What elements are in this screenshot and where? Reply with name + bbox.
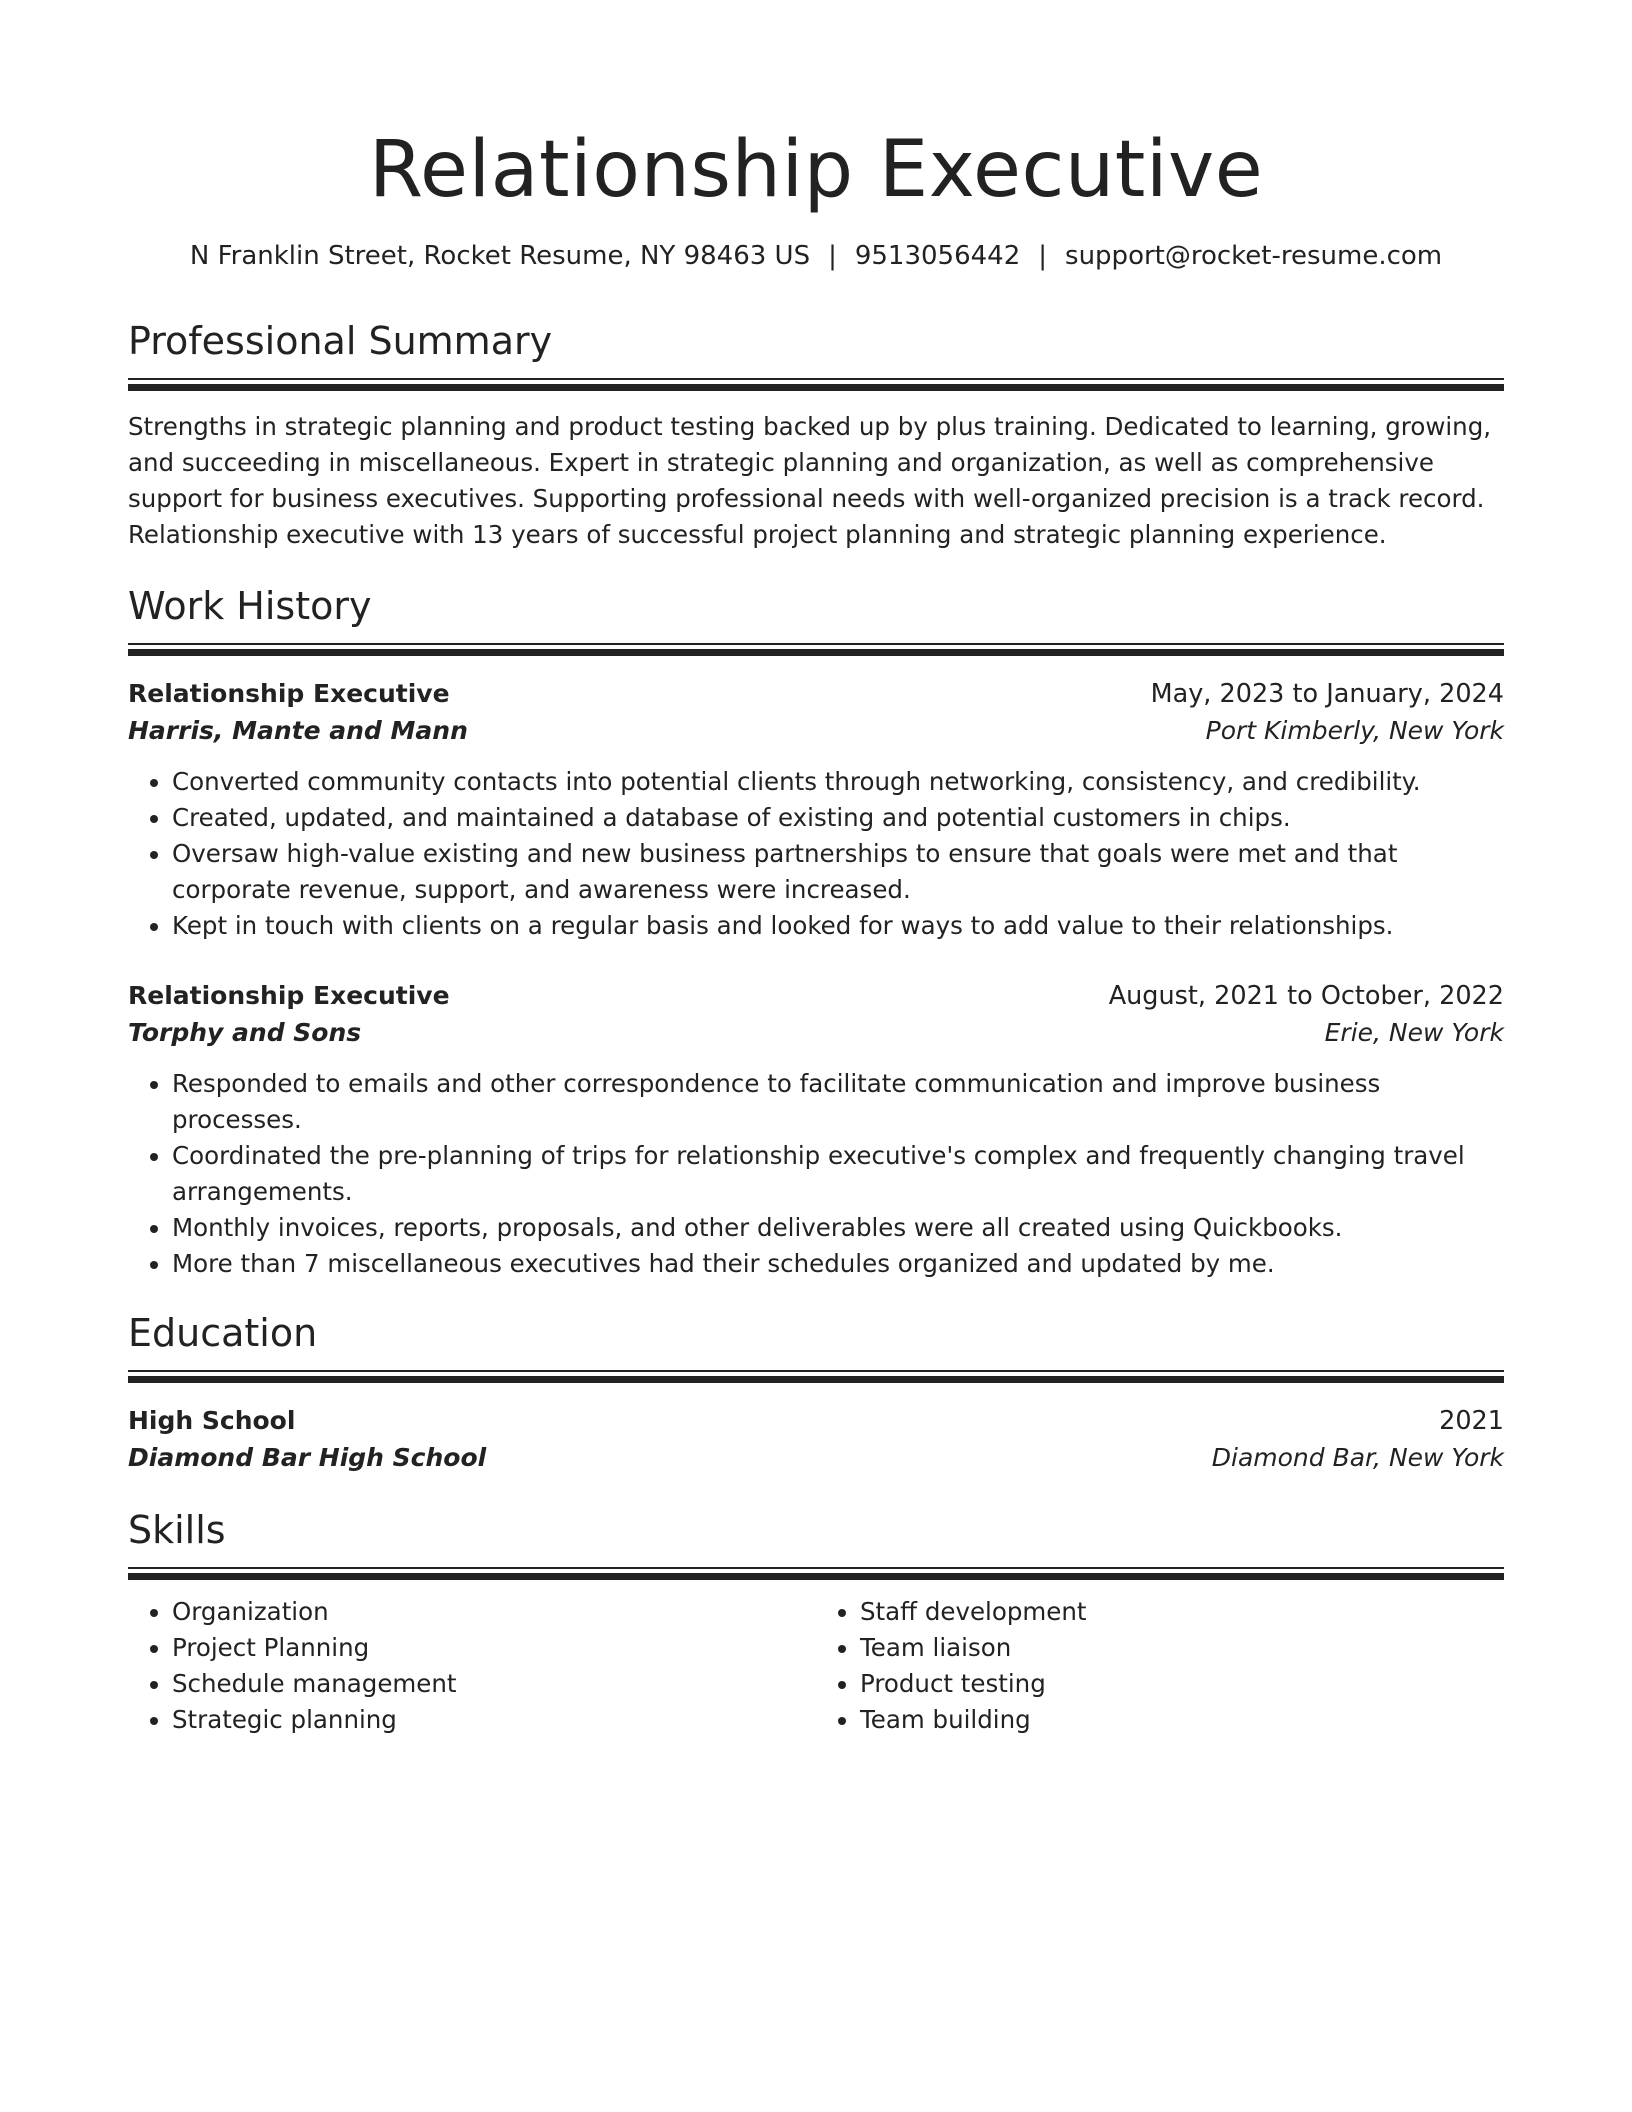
job-dates: May, 2023 to January, 2024 xyxy=(1150,679,1504,709)
job-company: Harris, Mante and Mann xyxy=(128,716,468,745)
job-bullets xyxy=(128,764,1504,944)
list-item: • Product testing xyxy=(860,1666,1504,1702)
section-divider xyxy=(128,1567,1504,1580)
list-item: • Schedule management xyxy=(172,1666,816,1702)
section-title-work-history: Work History xyxy=(128,584,372,628)
section-title-summary: Professional Summary xyxy=(128,319,553,363)
list-item: • Staff development xyxy=(860,1594,1504,1630)
job-header-row xyxy=(128,676,1504,712)
list-item: • Kept in touch with clients on a regular basis and looked for ways to add value to their relationships. xyxy=(172,908,1504,944)
education-degree: High School xyxy=(128,1406,296,1435)
list-item: • Monthly invoices, reports, proposals, and other deliverables were all created using Quickbooks. xyxy=(172,1210,1504,1246)
list-item: • Team building xyxy=(860,1702,1504,1738)
section-divider xyxy=(128,1370,1504,1383)
contact-phone: 9513056442 xyxy=(854,241,1021,271)
section-title-skills: Skills xyxy=(128,1508,226,1552)
job-dates: August, 2021 to October, 2022 xyxy=(1108,981,1504,1011)
job-title: Relationship Executive xyxy=(128,679,450,708)
job-location: Erie, New York xyxy=(1324,1018,1504,1047)
job-company: Torphy and Sons xyxy=(128,1018,362,1047)
contact-separator: | xyxy=(828,241,837,271)
summary-section xyxy=(128,316,1504,553)
education-school: Diamond Bar High School xyxy=(128,1443,487,1472)
job-header-row xyxy=(128,978,1504,1014)
list-item: • Project Planning xyxy=(172,1630,816,1666)
education-header-row xyxy=(128,1403,1504,1439)
work-history-section xyxy=(128,581,1504,1282)
summary-text: Strengths in strategic planning and product testing backed up by plus training. Dedicated to learning, growing, and succeeding in miscellaneous. Expert in strategic planning and organization, as well as comprehensive support for business executives. Supporting professional needs with well-organized precision is a track record. Relationship executive with 13 years of successful project planning and strategic planning experience. xyxy=(128,412,1492,549)
list-item: • Created, updated, and maintained a database of existing and potential customers in chips. xyxy=(172,800,1504,836)
skills-column-left xyxy=(128,1594,816,1738)
skills-grid xyxy=(128,1594,1504,1738)
education-entry xyxy=(128,1403,1504,1477)
job-location: Port Kimberly, New York xyxy=(1205,716,1504,745)
candidate-name: Relationship Executive xyxy=(368,125,1264,215)
list-item: • Converted community contacts into potential clients through networking, consistency, and credibility. xyxy=(172,764,1504,800)
job-entry xyxy=(128,978,1504,1282)
job-entry xyxy=(128,676,1504,944)
list-item: • Strategic planning xyxy=(172,1702,816,1738)
education-section xyxy=(128,1308,1504,1477)
skills-column-right xyxy=(816,1594,1504,1738)
education-year: 2021 xyxy=(1439,1406,1504,1436)
list-item: • More than 7 miscellaneous executives had their schedules organized and updated by me. xyxy=(172,1246,1504,1282)
job-company-row xyxy=(128,1014,1504,1052)
contact-email: support@rocket-resume.com xyxy=(1065,241,1443,271)
job-company-row xyxy=(128,712,1504,750)
section-divider xyxy=(128,378,1504,391)
job-bullets xyxy=(128,1066,1504,1282)
list-item: • Team liaison xyxy=(860,1630,1504,1666)
list-item: • Oversaw high-value existing and new business partnerships to ensure that goals were met and that corporate revenue, support, and awareness were increased. xyxy=(172,836,1504,908)
skills-section xyxy=(128,1505,1504,1738)
contact-address: N Franklin Street, Rocket Resume, NY 98463 US xyxy=(189,241,811,271)
section-title-education: Education xyxy=(128,1311,318,1355)
job-title: Relationship Executive xyxy=(128,981,450,1010)
education-school-row xyxy=(128,1439,1504,1477)
list-item: • Organization xyxy=(172,1594,816,1630)
contact-separator: | xyxy=(1038,241,1048,271)
list-item: • Coordinated the pre-planning of trips for relationship executive's complex and frequently changing travel arrangements. xyxy=(172,1138,1504,1210)
education-location: Diamond Bar, New York xyxy=(1211,1443,1504,1472)
list-item: • Responded to emails and other correspondence to facilitate communication and improve business processes. xyxy=(172,1066,1504,1138)
contact-line xyxy=(128,238,1504,274)
section-divider xyxy=(128,643,1504,656)
